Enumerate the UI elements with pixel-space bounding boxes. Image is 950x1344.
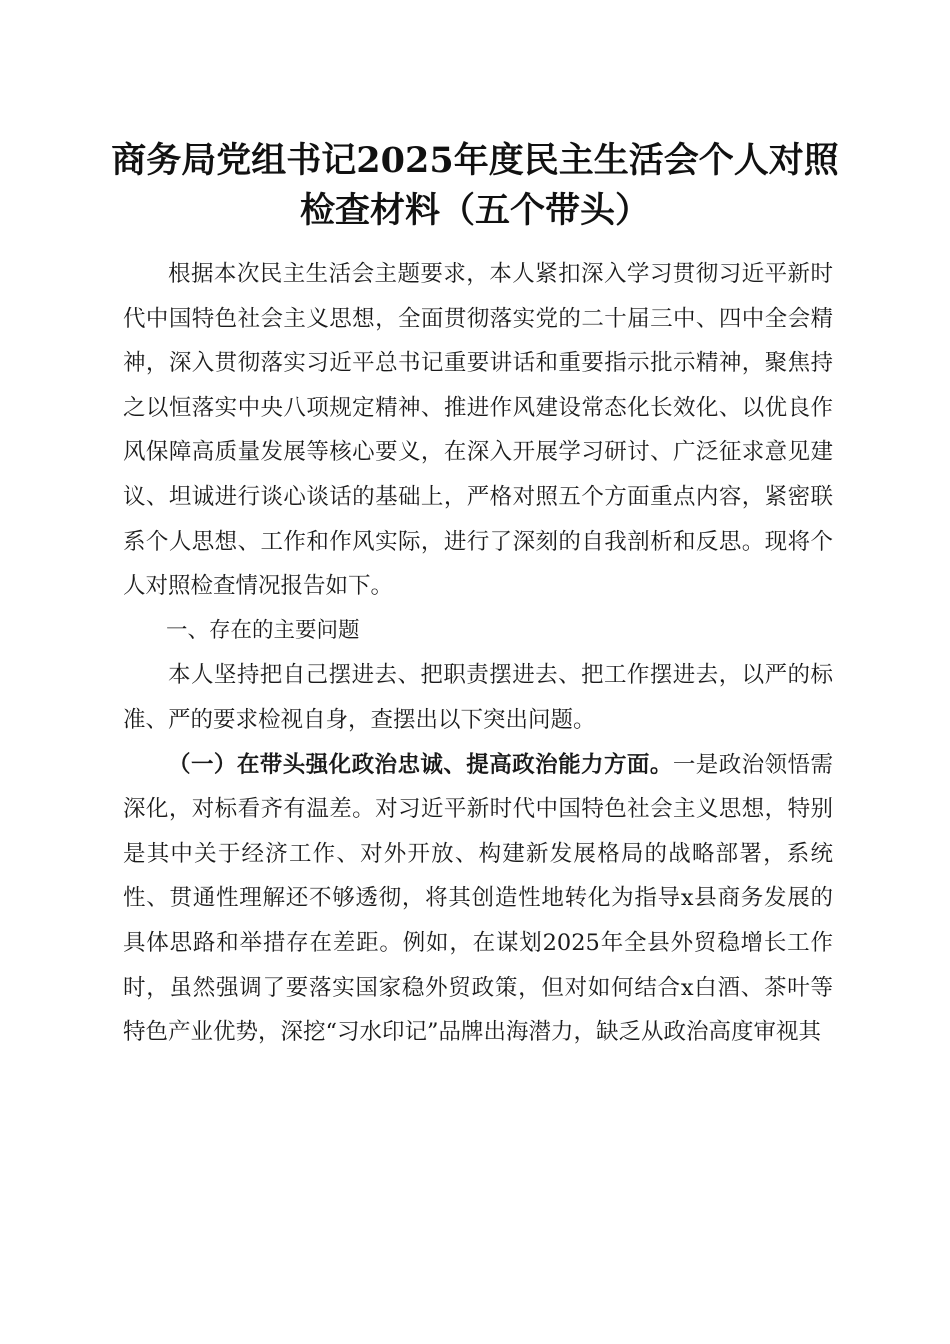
subsection-heading: （一）在带头强化政治忠诚、提高政治能力方面。 <box>168 751 673 778</box>
section-intro-paragraph: 本人坚持把自己摆进去、把职责摆进去、把工作摆进去，以严的标准、严的要求检视自身，查摆出以下突出问题。 <box>123 662 833 733</box>
subsection-text: 一是政治领悟需深化，对标看齐有温差。对习近平新时代中国特色社会主义思想，特别是其中关于经济工作、对外开放、构建新发展格局的战略部署，系统性、贯通性理解还不够透彻，将其创造性地转化为指导x县商务发展的具体思路和举措存在差距。例如，在谋划2025年全县外贸稳增长工作时，虽然强调了要落实国家稳外贸政策，但对如何结合x白酒、茶叶等特色产业优势，深挖“习水印记”品牌出海潜力，缺乏从政治高度审视其 <box>123 751 833 1046</box>
intro-paragraph: 根据本次民主生活会主题要求，本人紧扣深入学习贯彻习近平新时代中国特色社会主义思想，全面贯彻落实党的二十届三中、四中全会精神，深入贯彻落实习近平总书记重要讲话和重要指示批示精神，聚焦持之以恒落实中央八项规定精神、推进作风建设常态化长效化、以优良作风保障高质量发展等核心要义，在深入开展学习研讨、广泛征求意见建议、坦诚进行谈心谈话的基础上，严格对照五个方面重点内容，紧密联系个人思想、工作和作风实际，进行了深刻的自我剖析和反思。现将个人对照检查情况报告如下。 <box>123 261 833 600</box>
subsection-paragraph <box>123 743 833 1055</box>
document-title: 商务局党组书记2025年度民主生活会个人对照检查材料（五个带头） <box>111 140 839 231</box>
section-heading-problems: 一、存在的主要问题 <box>166 617 360 643</box>
document-body <box>123 252 833 1055</box>
